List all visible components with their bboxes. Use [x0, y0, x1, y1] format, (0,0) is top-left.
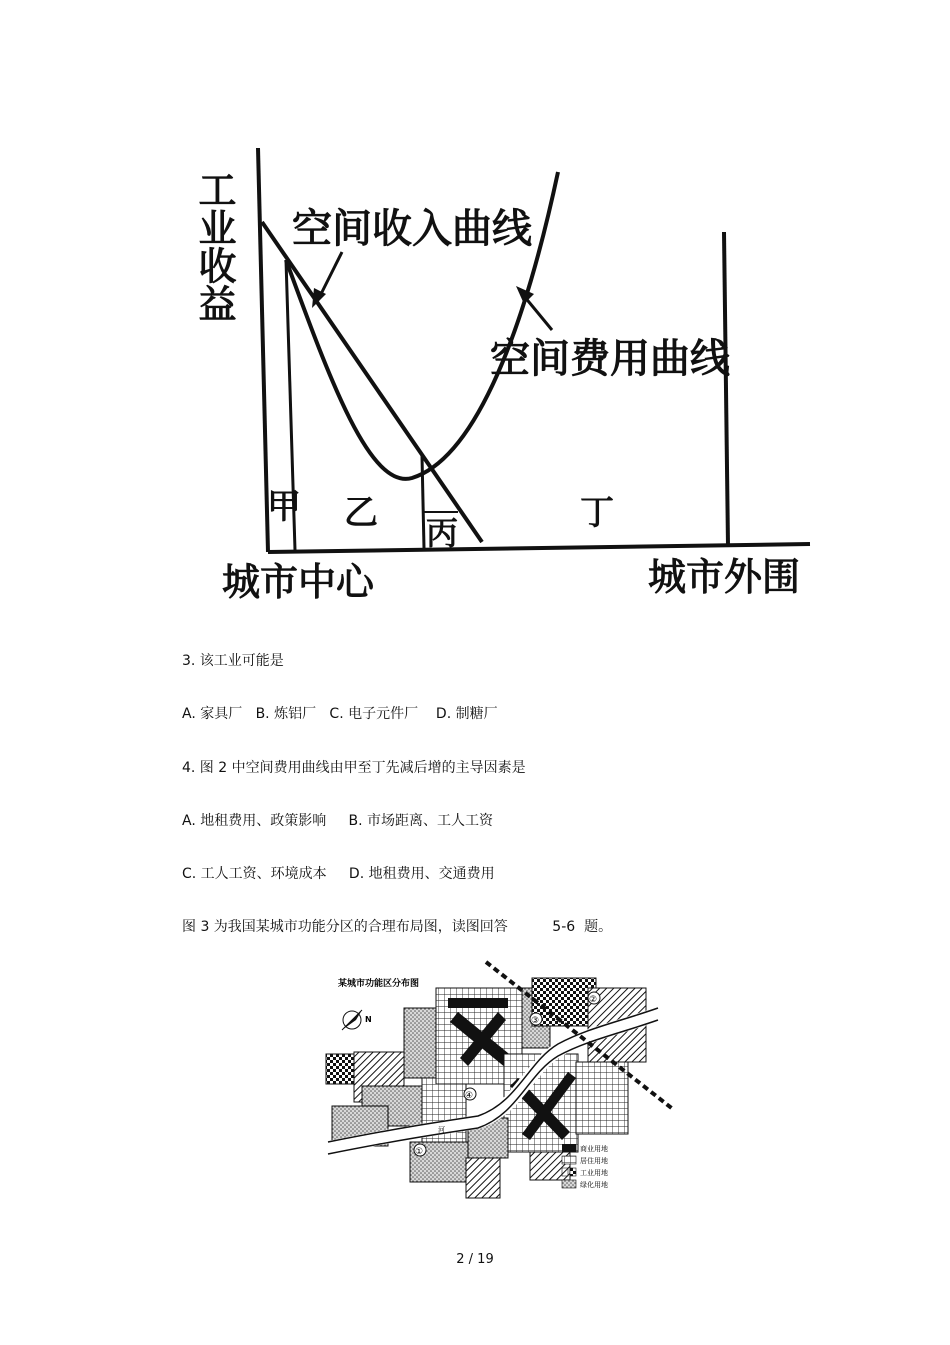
map-title: 某城市功能区分布图: [338, 979, 420, 989]
svg-text:①: ①: [415, 1147, 424, 1157]
svg-text:工业收益: 工业收益: [192, 170, 236, 322]
intro-text: 图 3 为我国某城市功能分区的合理布局图，读图回答 5-6 题。: [182, 919, 613, 935]
industry-revenue-diagram: [192, 120, 820, 620]
north-label: N: [365, 1015, 372, 1024]
boundary-yi-bing: [422, 456, 424, 548]
q4-stem: 4. 图 2 中空间费用曲线由甲至丁先减后增的主导因素是: [182, 760, 526, 776]
zone-yi: 乙: [344, 493, 378, 533]
y-axis-label: [192, 170, 236, 322]
svg-text:②: ②: [589, 995, 598, 1005]
zone-ding: 丁: [580, 493, 614, 533]
x-label-center: 城市中心: [222, 560, 375, 604]
city-zone-map: [318, 958, 688, 1204]
svg-text:居住用地: 居住用地: [580, 1157, 608, 1165]
cost-curve-label: 空间费用曲线: [490, 336, 730, 382]
svg-text:③: ③: [531, 1016, 540, 1026]
q3-stem: 3. 该工业可能是: [182, 653, 284, 669]
page-number: 2 / 19: [456, 1252, 494, 1267]
svg-text:商业用地: 商业用地: [580, 1145, 608, 1153]
svg-text:绿化用地: 绿化用地: [580, 1181, 608, 1189]
river-label: 河: [438, 1126, 445, 1134]
cost-arrow: [524, 296, 552, 330]
q4-options-1: A. 地租费用、政策影响 B. 市场距离、工人工资: [182, 813, 493, 829]
income-curve-label: 空间收入曲线: [292, 206, 532, 252]
zone-bing: 丙: [426, 514, 459, 552]
zone-jia: 甲: [267, 487, 301, 527]
svg-text:④: ④: [465, 1091, 474, 1101]
north-arrow-icon: [342, 1010, 362, 1030]
marker-4: [464, 1088, 476, 1101]
map-zones: [326, 978, 646, 1198]
x-label-outskirts: 城市外围: [648, 555, 801, 599]
right-boundary-line: [724, 232, 728, 546]
q3-options: A. 家具厂 B. 炼铝厂 C. 电子元件厂 D. 制糖厂: [182, 706, 498, 722]
svg-text:工业用地: 工业用地: [580, 1169, 608, 1177]
cost-arrowhead: [516, 286, 534, 304]
q4-options-2: C. 工人工资、环境成本 D. 地租费用、交通费用: [182, 866, 495, 882]
